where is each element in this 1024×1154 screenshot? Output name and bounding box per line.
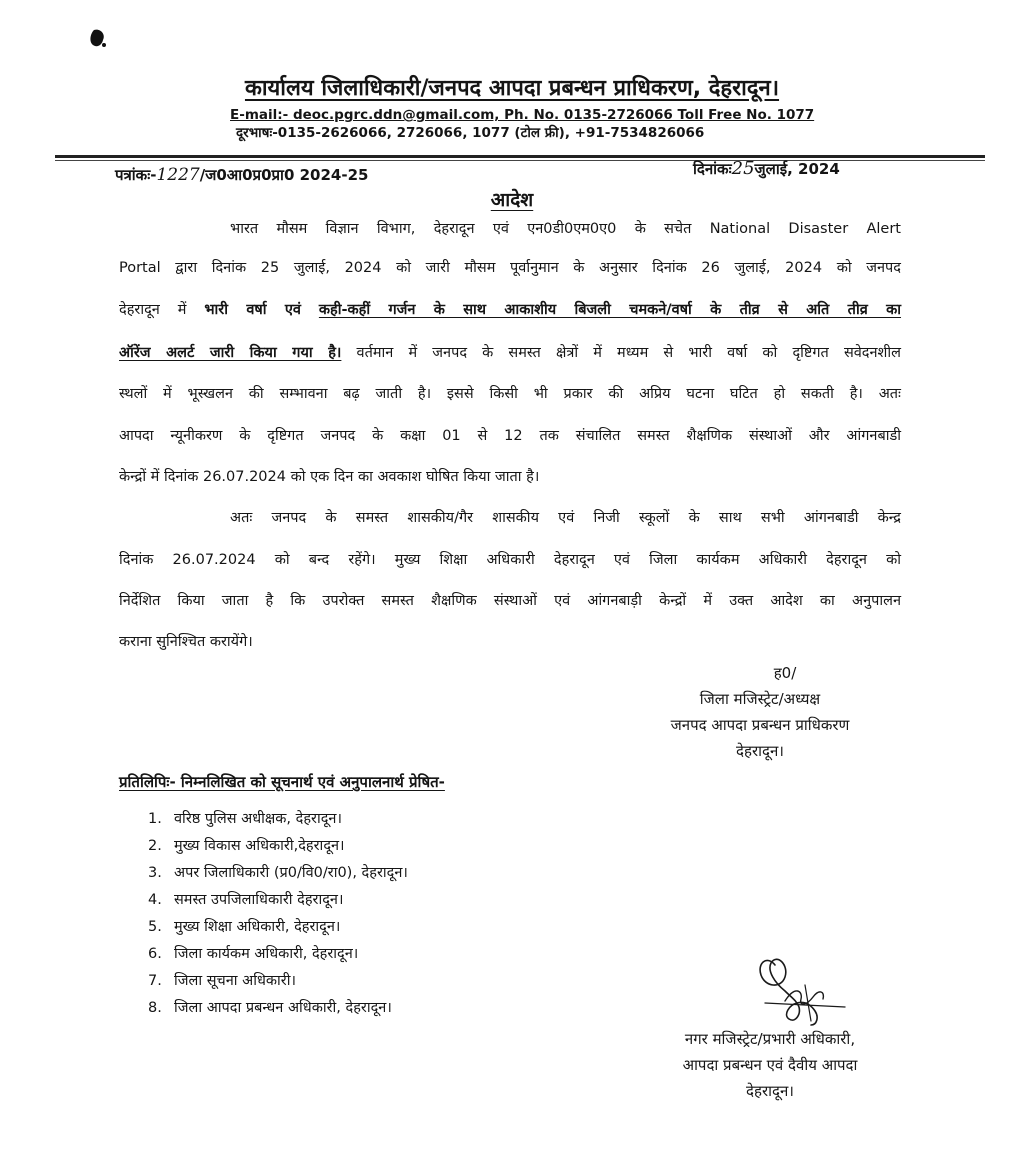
copy-to-heading: प्रतिलिपिः- निम्नलिखित को सूचनार्थ एवं अनुपालनार्थ प्रेषित- [119, 773, 445, 791]
header-rule-thin [55, 160, 985, 161]
reference-number: पत्रांकः-1227/ज0आ0प्र0प्रा0 2024-25 [115, 165, 369, 185]
paragraph1-line6: आपदा न्यूनीकरण के दृष्टिगत जनपद के कक्षा 01 से 12 तक संचालित समस्त शैक्षणिक संस्थाओं और आंगनबाडी [119, 428, 901, 444]
list-item: 6. जिला कार्यकम अधिकारी, देहरादून। [148, 946, 359, 962]
paragraph2-line2: दिनांक 26.07.2024 को बन्द रहेंगे। मुख्य शिक्षा अधिकारी देहरादून एवं जिला कार्यकम अधिकारी देहरादून को [119, 552, 901, 568]
handwritten-signature-image [745, 945, 855, 1035]
office-title: कार्यालय जिलाधिकारी/जनपद आपदा प्रबन्धन प्राधिकरण, देहरादून। [244, 76, 780, 101]
paragraph2-line1: अतः जनपद के समस्त शासकीय/गैर शासकीय एवं निजी स्कूलों के साथ सभी आंगनबाडी केन्द्र [230, 510, 901, 526]
header-rule [55, 155, 985, 158]
list-item: 8. जिला आपदा प्रबन्धन अधिकारी, देहरादून। [148, 1000, 392, 1016]
paragraph1-line4: ऑरेंज अलर्ट जारी किया गया है। वर्तमान में जनपद के समस्त क्षेत्रों में मध्यम से भारी वर्षा को दृष्टिगत सवेदनशील [119, 345, 901, 361]
list-item: 4. समस्त उपजिलाधिकारी देहरादून। [148, 892, 344, 908]
paragraph1-line1: भारत मौसम विज्ञान विभाग, देहरादून एवं एन0डी0एम0ए0 के सचेत National Disaster Alert [230, 221, 901, 237]
signatory1-authority: जनपद आपदा प्रबन्धन प्राधिकरण [670, 716, 850, 734]
signed-mark: ह0/ [773, 664, 797, 682]
city-magistrate-signature-block [640, 1026, 900, 1104]
handwritten-ref-number: 1227 [156, 165, 200, 185]
paragraph2-line3: निर्देशित किया जाता है कि उपरोक्त समस्त शैक्षणिक संस्थाओं एवं आंगनबाड़ी केन्द्रों में उक्त आदेश का अनुपालन [119, 593, 901, 609]
ink-blot [88, 28, 108, 50]
list-item: 5. मुख्य शिक्षा अधिकारी, देहरादून। [148, 919, 341, 935]
order-date: दिनांकः25जुलाई, 2024 [693, 158, 840, 179]
email-phone-line: E-mail:- deoc.pgrc.ddn@gmail.com, Ph. No. 0135-2726066 Toll Free No. 1077 [230, 107, 815, 123]
paragraph2-line4: कराना सुनिश्चित करायेंगे। [119, 634, 253, 650]
order-title: आदेश [490, 189, 534, 211]
signatory2-designation: नगर मजिस्ट्रेट/प्रभारी अधिकारी, [684, 1030, 856, 1048]
phone-line: दूरभाषः-0135-2626066, 2726066, 1077 (टोल फ्री), +91-7534826066 [236, 125, 705, 141]
paragraph1-line7: केन्द्रों में दिनांक 26.07.2024 को एक दिन का अवकाश घोषित किया जाता है। [119, 469, 540, 485]
handwritten-day: 25 [731, 158, 755, 179]
paragraph1-line5: स्थलों में भूस्खलन की सम्भावना बढ़ जाती है। इससे किसी भी प्रकार की अप्रिय घटना घटित हो सकती है। अतः [119, 386, 901, 402]
signatory1-designation: जिला मजिस्ट्रेट/अध्यक्ष [699, 690, 821, 708]
signatory1-place: देहरादून। [736, 742, 784, 760]
paragraph1-line2: Portal द्वारा दिनांक 25 जुलाई, 2024 को जारी मौसम पूर्वानुमान के अनुसार दिनांक 26 जुलाई, 2024 को जनपद [119, 260, 901, 276]
district-magistrate-signature-block [620, 660, 900, 764]
list-item: 1. वरिष्ठ पुलिस अधीक्षक, देहरादून। [148, 811, 342, 827]
list-item: 7. जिला सूचना अधिकारी। [148, 973, 296, 989]
list-item: 2. मुख्य विकास अधिकारी,देहरादून। [148, 838, 345, 854]
list-item: 3. अपर जिलाधिकारी (प्र0/वि0/रा0), देहरादून। [148, 865, 408, 881]
paragraph1-line3: देहरादून में भारी वर्षा एवं कही-कहीं गर्जन के साथ आकाशीय बिजली चमकने/वर्षा के तीव्र से अति तीव्र का [119, 302, 902, 318]
signatory2-department: आपदा प्रबन्धन एवं दैवीय आपदा [682, 1056, 858, 1074]
signatory2-place: देहरादून। [746, 1082, 794, 1100]
